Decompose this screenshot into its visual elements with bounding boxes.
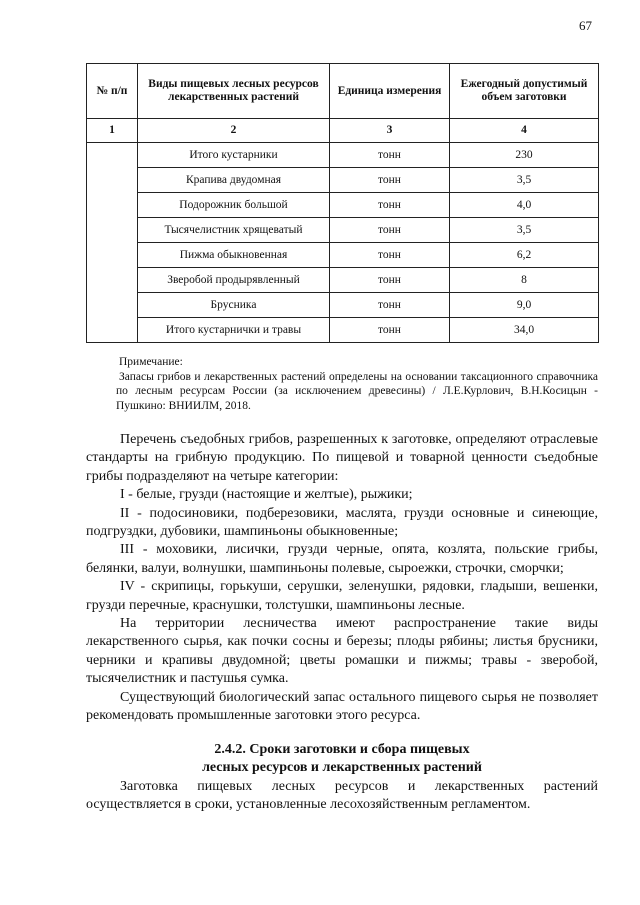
resource-volume: 3,5 <box>450 168 599 193</box>
table-row <box>87 243 599 268</box>
resources-table <box>86 63 599 343</box>
row-number-cell <box>87 143 138 343</box>
resource-unit: тонн <box>330 243 450 268</box>
resource-name: Зверобой продырявленный <box>138 268 330 293</box>
resource-unit: тонн <box>330 143 450 168</box>
note-label: Примечание: <box>119 356 183 368</box>
resource-name: Итого кустарники <box>138 143 330 168</box>
resource-unit: тонн <box>330 293 450 318</box>
resource-unit: тонн <box>330 218 450 243</box>
section-paragraph: Заготовка пищевых лесных ресурсов и лекарственных растений осуществляется в сроки, установленные лесохозяйственным регламентом. <box>86 778 598 813</box>
paragraph: Перечень съедобных грибов, разрешенных к заготовке, определяют отраслевые стандарты на грибную продукцию. По пищевой и товарной ценности съедобные грибы подразделяют на четыре категории: <box>86 432 598 484</box>
body-text <box>86 431 598 726</box>
header-number: № п/п <box>87 64 138 119</box>
table-row <box>87 143 599 168</box>
resource-volume: 34,0 <box>450 318 599 343</box>
paragraph: II - подосиновики, подберезовики, маслята, грузди основные и синеющие, подгруздки, дубовики, шампиньоны обыкновенные; <box>86 505 598 540</box>
resource-volume: 6,2 <box>450 243 599 268</box>
paragraph: I - белые, грузди (настоящие и желтые), рыжики; <box>120 487 413 503</box>
column-number-row <box>87 119 599 143</box>
section-heading-line: 2.4.2. Сроки заготовки и сбора пищевых <box>214 742 470 757</box>
resource-unit: тонн <box>330 318 450 343</box>
table-row <box>87 268 599 293</box>
resource-name: Тысячелистник хрящеватый <box>138 218 330 243</box>
table-row <box>87 218 599 243</box>
resource-volume: 8 <box>450 268 599 293</box>
header-resource-type: Виды пищевых лесных ресурсов лекарственных растений <box>138 64 330 119</box>
resource-volume: 3,5 <box>450 218 599 243</box>
table-header-row <box>87 64 599 119</box>
paragraph: IV - скрипицы, горькуши, серушки, зеленушки, рядовки, гладыши, вешенки, грузди перечные, краснушки, толстушки, шампиньоны лесные. <box>86 579 598 613</box>
header-unit: Единица измерения <box>330 64 450 119</box>
column-number: 3 <box>330 119 450 143</box>
section-2-4-2 <box>86 741 598 815</box>
table-note <box>116 355 598 413</box>
resource-name: Крапива двудомная <box>138 168 330 193</box>
note-text: Запасы грибов и лекарственных растений определены на основании таксационного справочника по лесным ресурсам России (за исключением древесины) / Л.Е.Курлович, В.Н.Косицын - Пушкино: ВНИИЛМ, 2018. <box>116 370 598 412</box>
resource-unit: тонн <box>330 193 450 218</box>
column-number: 2 <box>138 119 330 143</box>
page-number: 67 <box>579 18 592 33</box>
table-row <box>87 168 599 193</box>
section-heading-line: лесных ресурсов и лекарственных растений <box>202 760 482 776</box>
resource-volume: 9,0 <box>450 293 599 318</box>
paragraph: III - моховики, лисички, грузди черные, опята, козлята, польские грибы, белянки, валуи, волнушки, шампиньоны полевые, сыроежки, строчки, сморчки; <box>86 542 598 576</box>
resource-name: Подорожник большой <box>138 193 330 218</box>
table-row <box>87 318 599 343</box>
resource-volume: 4,0 <box>450 193 599 218</box>
resource-name: Итого кустарнички и травы <box>138 318 330 343</box>
paragraph: На территории лесничества имеют распространение такие виды лекарственного сырья, как почки сосны и березы; плоды рябины; листья брусники, черники и крапивы двудомной; цветы ромашки и пижмы; травы - зверобой, тысячелистник и пастушья сумка. <box>86 616 598 687</box>
column-number: 1 <box>87 119 138 143</box>
table-row <box>87 293 599 318</box>
resource-unit: тонн <box>330 168 450 193</box>
header-annual-volume: Ежегодный допустимый объем заготовки <box>450 64 599 119</box>
resource-volume: 230 <box>450 143 599 168</box>
column-number: 4 <box>450 119 599 143</box>
paragraph: Существующий биологический запас остального пищевого сырья не позволяет рекомендовать промышленные заготовки этого ресурса. <box>86 689 598 724</box>
table-row <box>87 193 599 218</box>
section-heading <box>86 741 598 778</box>
resource-name: Пижма обыкновенная <box>138 243 330 268</box>
resource-name: Брусника <box>138 293 330 318</box>
resource-unit: тонн <box>330 268 450 293</box>
